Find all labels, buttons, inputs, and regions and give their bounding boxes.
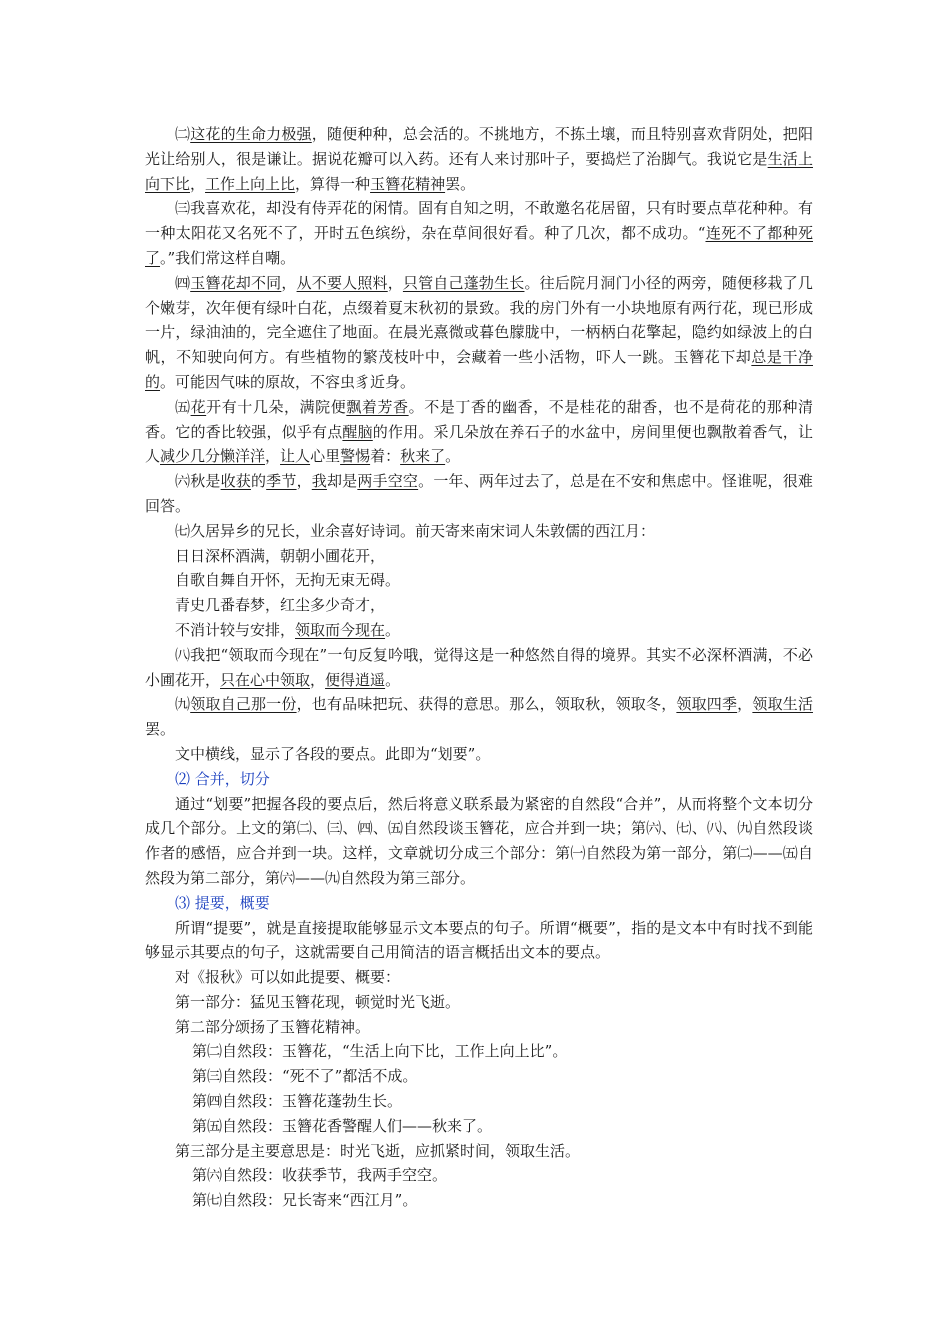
text-run: 却是	[326, 472, 358, 491]
text-run: 不消计较与安排，	[175, 620, 296, 639]
text-run: ㈢我喜欢花，却没有侍弄花的闲情。固有自知之明，不敢邀名花居留，只有时要点草花种种。有一种太阳花又名死不了，开时五色缤纷，杂在草间很好看。种了几次，都不成功。“	[145, 199, 813, 243]
text-run: ㈣	[175, 273, 191, 292]
paragraph-p5	[145, 395, 813, 469]
paragraph-s22	[145, 1064, 813, 1089]
paragraph-p8	[145, 643, 813, 693]
underlined-key-phrase: 我	[311, 472, 327, 491]
paragraph-n1	[145, 742, 813, 767]
underlined-key-phrase: 工作上向上比	[205, 174, 296, 193]
text-run: 日日深杯酒满，朝朝小圃花开，	[175, 546, 386, 565]
underlined-key-phrase: 便得逍遥	[325, 670, 386, 689]
paragraph-s21	[145, 1039, 813, 1064]
underlined-key-phrase: 连死不了都种死了	[145, 224, 813, 267]
text-run: ㈦久居异乡的兄长，业余喜好诗词。前天寄来南宋词人朱敦儒的西江月：	[175, 521, 656, 540]
underlined-key-phrase: 领取自己那一份	[190, 695, 297, 714]
text-run: ㈨	[175, 695, 191, 714]
text-run: 着：	[370, 447, 401, 466]
text-run: 第㈥自然段：收获季节，我两手空空。	[192, 1166, 448, 1185]
text-run: 文中横线，显示了各段的要点。此即为“划要”。	[175, 744, 491, 763]
text-run: 。	[445, 447, 461, 466]
underlined-key-phrase: 从不要人照料	[296, 273, 388, 292]
text-run: ㈡	[175, 125, 191, 143]
document-page	[145, 122, 813, 1213]
paragraph-v1	[145, 544, 813, 569]
text-run: 。不是丁香的幽香，不是桂花的甜香，也不是荷花的那种清香。它的香比较强，似乎有点	[145, 397, 813, 441]
text-run: 。”我们常这样自嘲。	[160, 248, 296, 267]
text-run: ⑵ 合并，切分	[175, 769, 270, 788]
text-run: 心里	[310, 447, 341, 466]
text-run: 。往后院月洞门小径的两旁，随便移栽了几个嫩芽，次年便有绿叶白花，点缀着夏末秋初的景致。我的房门外有一小块地原有两行花，现已形成一片，绿油油的，完全遮住了地面。在晨光熹微或暮色朦胧中，一柄柄白花擎起，隐约如绿波上的白帆，不知驶向何方。有些植物的繁茂枝叶中，会藏着一些小活物，吓人一跳。玉簪花下却	[145, 273, 813, 367]
paragraph-h2	[145, 767, 813, 792]
text-run: 第㈣自然段：玉簪花蓬勃生长。	[192, 1092, 403, 1111]
text-run: 。	[385, 670, 401, 689]
text-run: 罢。	[445, 174, 476, 193]
underlined-key-phrase: 这花的生命力极强	[190, 125, 312, 143]
paragraph-v3	[145, 593, 813, 618]
underlined-key-phrase: 收获	[220, 472, 251, 491]
paragraph-s24	[145, 1114, 813, 1139]
paragraph-p3	[145, 196, 813, 270]
text-run: ，	[310, 670, 326, 689]
underlined-key-phrase: 只管自己蓬勃生长	[402, 273, 525, 292]
underlined-key-phrase: 领取生活	[752, 695, 813, 714]
paragraph-v2	[145, 568, 813, 593]
underlined-key-phrase: 两手空空	[357, 472, 419, 491]
underlined-key-phrase: 减少几分懒洋洋	[160, 447, 266, 466]
underlined-key-phrase: 领取四季	[676, 695, 738, 714]
paragraph-p7	[145, 519, 813, 544]
underlined-key-phrase: 让人	[280, 447, 311, 466]
paragraph-h3	[145, 891, 813, 916]
text-run: ，	[190, 174, 206, 193]
text-run: 第㈦自然段：兄长寄来“西江月”。	[192, 1191, 418, 1210]
text-run: ㈥秋是	[175, 472, 221, 491]
paragraph-n4	[145, 965, 813, 990]
underlined-key-phrase: 玉簪花却不同	[190, 273, 282, 292]
paragraph-n2	[145, 792, 813, 891]
text-run: 所谓“提要”，就是直接提取能够显示文本要点的句子。所谓“概要”，指的是文本中有时找不到能够显示其要点的句子，这就需要自己用简洁的语言概括出文本的要点。	[145, 918, 813, 962]
underlined-key-phrase: 玉簪花精神	[370, 174, 446, 193]
underlined-key-phrase: 总是干净的	[145, 348, 813, 391]
paragraph-s31	[145, 1163, 813, 1188]
text-run: 青史几番春梦，红尘多少奇才，	[175, 596, 386, 615]
underlined-key-phrase: 生活上向下比	[145, 149, 813, 193]
paragraph-p9	[145, 692, 813, 742]
text-run: 自歌自舞自开怀，无拘无束无碍。	[175, 571, 401, 590]
text-run: ，随便种种，总会活的。不挑地方，不拣土壤，而且特别喜欢背阴处，把阳光让给别人，很是谦让。据说花瓣可以入药。还有人来讨那叶子，要捣烂了治脚气。我说它是	[145, 125, 813, 168]
text-run: 通过“划要”把握各段的要点后，然后将意义联系最为紧密的自然段“合并”，从而将整个文本切分成几个部分。上文的第㈡、㈢、㈣、㈤自然段谈玉簪花，应合并到一块；第㈥、㈦、㈧、㈨自然段谈作者的感悟，应合并到一块。这样，文章就切分成三个部分：第㈠自然段为第一部分，第㈡——㈤自然段为第二部分，第㈥——㈨自然段为第三部分。	[145, 794, 813, 887]
text-run: ，	[281, 273, 297, 292]
text-run: 第㈤自然段：玉簪花香警醒人们——秋来了。	[192, 1116, 493, 1135]
text-run: 第㈡自然段：玉簪花，“生活上向下比，工作上向上比”。	[192, 1042, 568, 1061]
underlined-key-phrase: 飘着芳香	[346, 397, 409, 416]
underlined-key-phrase: 秋来了	[400, 447, 446, 466]
text-run: ，也有品味把玩、获得的意思。那么，领取秋，领取冬，	[296, 695, 677, 714]
paragraph-s1	[145, 990, 813, 1015]
text-run: 的作用。采几朵放在养石子的水盆中，房间里便也飘散着香气，让人	[145, 422, 813, 466]
paragraph-p6	[145, 469, 813, 519]
text-run: 第㈢自然段：“死不了”都活不成。	[192, 1067, 418, 1086]
paragraph-s32	[145, 1188, 813, 1213]
paragraph-v4	[145, 618, 813, 643]
underlined-key-phrase: 领取而今现在	[295, 620, 386, 639]
text-run: ㈧我把“领取而今现在”一句反复吟哦，觉得这是一种悠然自得的境界。其实不必深杯酒满，不必小圃花开，	[145, 645, 813, 689]
paragraph-n3	[145, 916, 813, 966]
text-run: ，算得一种	[295, 174, 371, 193]
text-run: ，	[387, 273, 403, 292]
underlined-key-phrase: 醒脑	[342, 422, 373, 441]
text-run: 第一部分：猛见玉簪花现，顿觉时光飞逝。	[175, 992, 461, 1011]
text-run: ，	[737, 695, 753, 714]
text-run: 。一年、两年过去了，总是在不安和焦虑中。怪谁呢，很难回答。	[145, 472, 813, 515]
text-run: 。	[385, 620, 401, 639]
text-run: 对《报秋》可以如此提要、概要：	[175, 968, 401, 987]
text-run: ⑶ 提要，概要	[175, 893, 270, 912]
paragraph-p2	[145, 122, 813, 196]
paragraph-p4	[145, 271, 813, 395]
text-run: 第三部分是主要意思是：时光飞逝，应抓紧时间，领取生活。	[175, 1141, 581, 1160]
text-run: 第二部分颂扬了玉簪花精神。	[175, 1017, 371, 1036]
text-run: ，	[265, 447, 281, 466]
paragraph-s2	[145, 1015, 813, 1040]
underlined-key-phrase: 警惕	[340, 447, 371, 466]
paragraph-s3	[145, 1139, 813, 1164]
text-run: 罢。	[145, 720, 176, 739]
text-run: 的	[250, 472, 267, 491]
text-run: 。可能因气味的原故，不容虫豸近身。	[160, 372, 416, 391]
underlined-key-phrase: 花	[190, 397, 207, 416]
text-run: ，	[296, 472, 312, 491]
text-run: 开有十几朵，满院便	[206, 397, 347, 416]
underlined-key-phrase: 只在心中领取	[220, 670, 311, 689]
paragraph-s23	[145, 1089, 813, 1114]
underlined-key-phrase: 季节	[266, 472, 297, 491]
text-run: ㈤	[175, 397, 191, 416]
